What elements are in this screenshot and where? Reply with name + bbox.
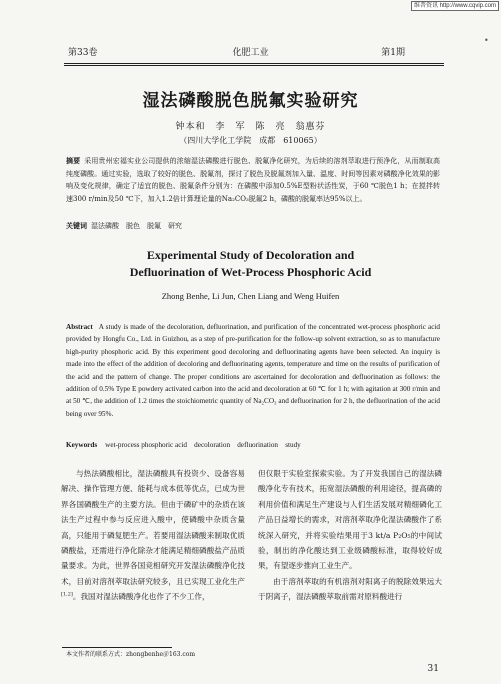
page-number: 31 (427, 664, 439, 674)
title-english-line2: Defluorination of Wet-Process Phosphoric Acid (129, 265, 372, 279)
abstract-english (66, 321, 440, 420)
header-volume: 第33卷 (68, 48, 98, 58)
abstract-chinese-text: 采用贵州宏福实业公司提供的浓缩湿法磷酸进行脱色、脱氟净化研究，为后续的溶剂萃取进行预净化，从而制取高纯度磷酸。通过实验，选取了较好的脱色、脱氟剂，探讨了脱色及脱氟剂加入量、温度、时间等因素对磷酸净化效果的影响及变化规律，确定了适宜的脱色、脱氟条件分别为：在磷酸中添加0.5%E型粉状活性炭，于60 ℃脱色1 h；在搅拌转速300 r/min及50 ℃下，加入1.2倍计算理论量的Na₂CO₃脱氟2 h，磷酸的脱氟率达95%以上。 (66, 157, 441, 203)
header-rule-second (64, 65, 444, 66)
keywords-chinese-text: 湿法磷酸 脱色 脱氟 研究 (91, 222, 182, 230)
abstract-english-text: A study is made of the decoloration, defluorination, and purification of the concentrated wet-process phosphoric acid provided by Hongfu Co., Ltd. in Guizhou, as a step of pre-purification for the follow-up solvent extraction, so as to manufacture high-purity phosphoric acid. By this experiment good decoloring and defluorinating agents have been selected. An inquiry is made into the effect of the addition of decoloring and defluorinating agents, temperature and time on the results of purification of the acid and the pattern of change. The proper conditions are ascertained for decoloration and defluorination as follows: the addition of 0.5% Type E powdery activated carbon into the acid and decoloration at 60 ℃ for 1 h; with agitation at 300 r/min and at 50 ℃, the addition of 1.2 times the stoichiometric quantity of Na₂CO₃ and defluorination for 2 h, the defluorination of the acid being over 95%. (66, 323, 440, 418)
header-issue: 第1期 (381, 48, 405, 58)
header-journal: 化肥工业 (232, 48, 269, 58)
authors-english: Zhong Benhe, Li Jun, Chen Liang and Weng Huifen (161, 291, 340, 301)
header-rule (64, 63, 444, 64)
citation-ref: [1,2] (61, 591, 73, 598)
footnote-rule (62, 647, 172, 648)
abstract-chinese (66, 155, 440, 205)
abstract-chinese-label: 摘要 (66, 156, 81, 165)
body-column-left (61, 466, 245, 605)
body-column-right (258, 466, 442, 605)
keywords-chinese-label: 关键词 (66, 221, 87, 230)
title-english-line1: Experimental Study of Decoloration and (146, 248, 355, 262)
body-paragraph: 由于溶剂萃取的有机溶剂对阳离子的脱除效果远大于阴离子，湿法磷酸萃取前需对原料酸进行 (258, 576, 442, 602)
watermark: 维普资讯 http://www.cqvip.com (411, 1, 499, 11)
footnote: 本文作者的联系方式：zhongbenhe＠163.com (66, 651, 196, 658)
keywords-chinese (66, 221, 440, 231)
body-paragraph (61, 466, 245, 605)
body-paragraph: 但仅限于实验室探索实验。为了开发我国自己的湿法磷酸净化专有技术，拓宽湿法磷酸的利用途径，提高磷的利用价值和满足生产建设与人们生活发展对精细磷化工产品日益增长的需求，对溶剂萃取净化湿法磷酸作了系统深入研究，并将实验结果用于3 kt/a P₂O₅的中间试验，制出的净化酸达到工业级磷酸标准，取得较好成果，有望逐步推向工业生产。 (258, 469, 442, 571)
body-text-end: 。我国对湿法磷酸净化也作了不少工作， (72, 592, 210, 602)
abstract-english-label: Abstract (66, 323, 93, 331)
body-text: 与热法磷酸相比，湿法磷酸具有投资少、设备容易解决、操作管理方便、能耗与成本低等优点，已成为世界各国磷酸生产的主要方法。但由于磷矿中的杂质在该法生产过程中参与反应进入酸中，使磷酸中杂质含量高，只能用于磷复肥生产。若要用湿法磷酸来制取优质磷酸盐，还需进行净化除杂才能满足精细磷酸盐产品质量要求。为此，世界各国竞相研究开发湿法磷酸净化技术，目前对溶剂萃取法研究较多，且已实现工业化生产 (61, 469, 245, 586)
title-english (0, 247, 501, 281)
affiliation-chinese: （四川大学化工学院 成都 610065） (179, 136, 322, 145)
title-chinese: 湿法磷酸脱色脱氟实验研究 (142, 91, 359, 111)
scan-speck: • (484, 36, 489, 45)
keywords-english (66, 440, 440, 450)
keywords-english-text: wet-process phosphoric acid decoloration defluorination study (105, 441, 301, 449)
keywords-english-label: Keywords (66, 441, 98, 449)
authors-chinese: 钟本和 李 军 陈 亮 翁惠芬 (175, 122, 326, 132)
